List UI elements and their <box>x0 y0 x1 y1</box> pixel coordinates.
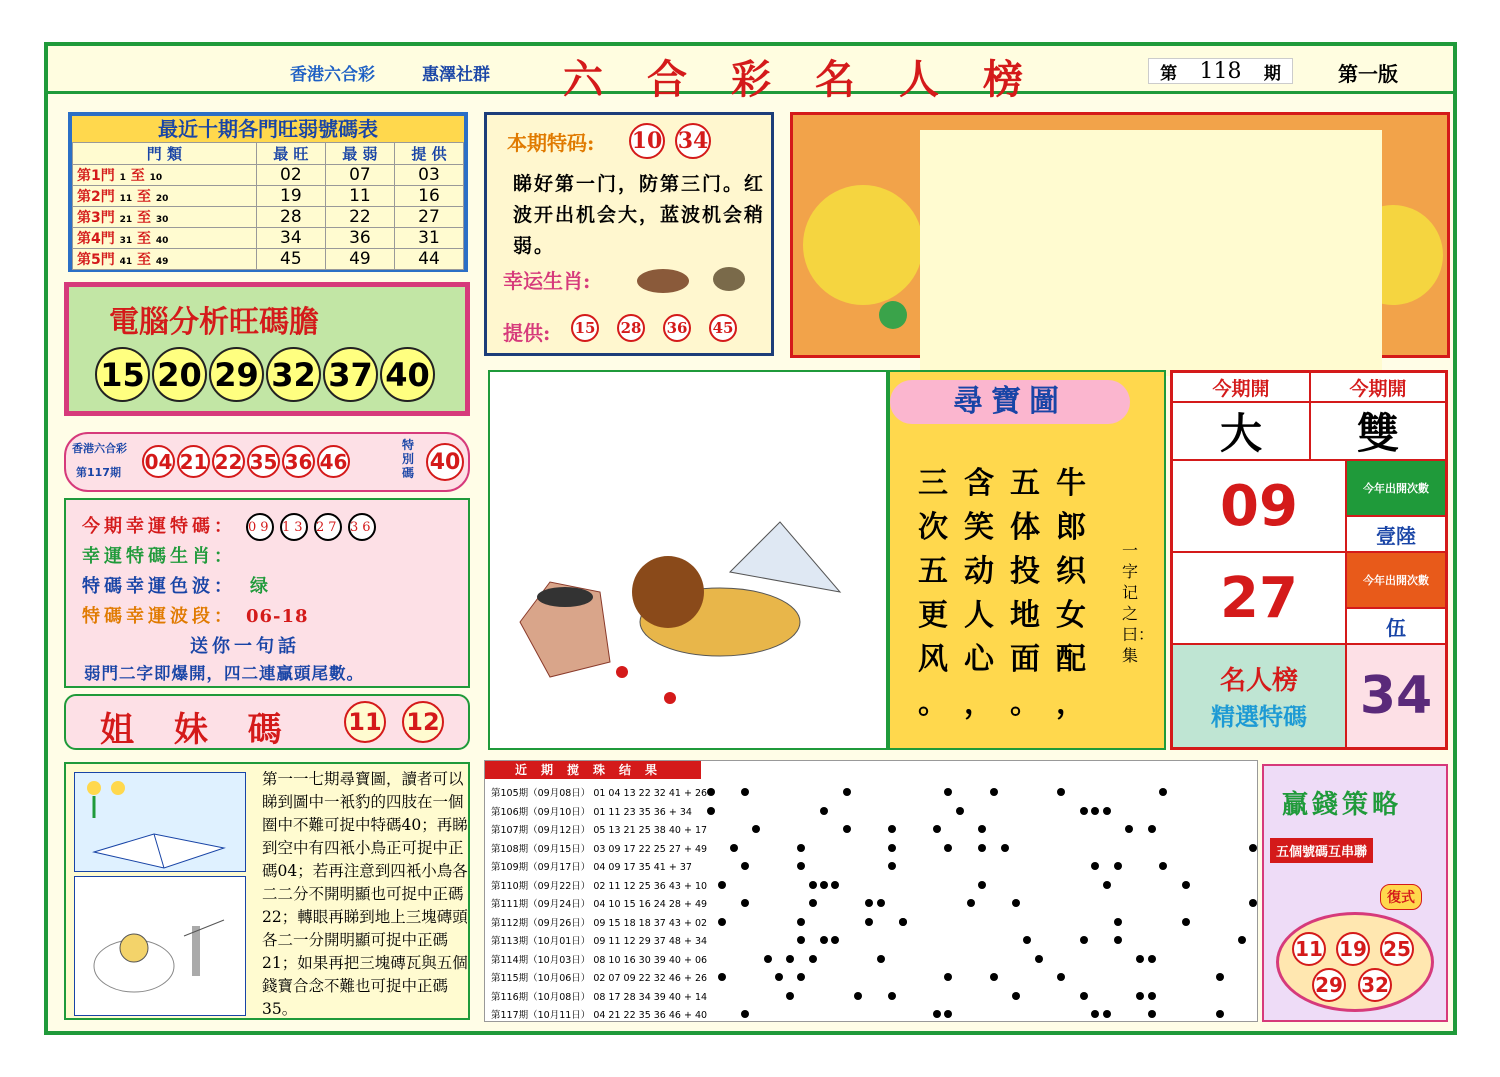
lucky-line1-label: 今期幸運特碼 <box>82 516 214 537</box>
door-to: 至 <box>132 231 156 247</box>
min-cell: 36 <box>325 228 394 249</box>
result-dot <box>944 973 952 981</box>
poem-char: 心 <box>964 642 994 677</box>
poem-char: 三 <box>918 466 948 501</box>
open-label-2: 今期開 <box>1310 372 1446 402</box>
result-dot <box>1091 807 1099 815</box>
result-dot <box>1114 936 1122 944</box>
win-subtitle: 五個號碼互串聯 <box>1270 838 1373 863</box>
result-dot <box>990 788 998 796</box>
min-cell: 49 <box>325 249 394 270</box>
door-end: 30 <box>155 215 169 225</box>
result-dot <box>1216 1010 1224 1018</box>
result-dot <box>1159 788 1167 796</box>
table-title: 最近十期各門旺弱號碼表 <box>72 116 464 142</box>
lucky-line1: 今期幸運特碼： 09 13 27 36 <box>82 512 376 541</box>
last-draw-special: 40 <box>426 443 464 481</box>
result-row-label: 第117期（10月11日） 04 21 22 35 36 46 + 40 <box>491 1010 708 1021</box>
result-dot <box>1103 807 1111 815</box>
max-cell: 02 <box>256 165 325 186</box>
recent-results <box>484 760 1258 1022</box>
result-dot <box>831 936 839 944</box>
lucky-line4: 特碼幸運波段： 06-18 <box>82 606 309 627</box>
lucky-ball: 13 <box>280 513 308 541</box>
number-ball: 20 <box>152 347 207 402</box>
result-row-label: 第107期（09月12日） 05 13 21 25 38 40 + 17 <box>491 825 708 836</box>
win-tag: 復式 <box>1380 884 1422 910</box>
result-dot <box>978 881 986 889</box>
number-ball: 37 <box>323 347 378 402</box>
result-dot <box>899 918 907 926</box>
door-to: 至 <box>132 210 156 226</box>
table-row <box>73 186 464 207</box>
special-balls <box>629 123 711 159</box>
book-illustration <box>74 772 246 872</box>
result-dot <box>786 992 794 1000</box>
issue-number: 118 <box>1199 58 1242 84</box>
lucky-line3: 特碼幸運色波： 绿 <box>82 576 272 597</box>
result-row-label: 第106期（09月10日） 01 11 23 35 36 + 34 <box>491 806 692 818</box>
min-cell: 22 <box>325 207 394 228</box>
poem-char: 体 <box>1010 510 1040 545</box>
story-box <box>64 762 470 1020</box>
computer-analysis <box>64 282 470 416</box>
result-dot <box>1012 992 1020 1000</box>
table-row <box>73 207 464 228</box>
result-dot <box>797 973 805 981</box>
big-small: 大 <box>1172 402 1310 460</box>
poem-char: 人 <box>964 598 994 633</box>
win-strategy <box>1262 764 1448 1022</box>
result-dot <box>877 955 885 963</box>
result-row-label: 第113期（10月01日） 09 11 12 29 37 48 + 34 <box>491 936 708 947</box>
result-dot <box>1114 918 1122 926</box>
result-dot <box>978 825 986 833</box>
result-dot <box>741 862 749 870</box>
gift-label: 送你一句話 <box>190 636 300 657</box>
provide-ball: 36 <box>663 314 691 342</box>
table-header: 門 類 <box>73 143 257 165</box>
special-label: 特別碼 <box>402 438 415 480</box>
number-1: 09 <box>1172 460 1346 552</box>
sister-numbers <box>64 694 470 750</box>
poem-char: 。 <box>918 686 948 721</box>
lucky-line2-label: 幸運特碼生肖 <box>82 546 214 567</box>
result-dot <box>764 955 772 963</box>
door-end: 10 <box>149 173 163 183</box>
draw-ball: 35 <box>247 445 280 478</box>
result-dot <box>865 899 873 907</box>
result-dot <box>1182 918 1190 926</box>
poem-char: 郎 <box>1056 510 1086 545</box>
door-cell <box>73 228 257 249</box>
result-dot <box>1216 973 1224 981</box>
sister-ball: 12 <box>402 701 444 743</box>
zodiac-label: 幸运生肖: <box>503 269 591 293</box>
win-ball: 25 <box>1380 932 1414 966</box>
poem-char: ， <box>964 686 994 721</box>
lucky-range: 06-18 <box>246 606 309 627</box>
result-dot <box>843 825 851 833</box>
door-cell <box>73 207 257 228</box>
special-ball: 34 <box>675 123 711 159</box>
result-dot <box>820 936 828 944</box>
treasure-title: 尋寶圖 <box>890 380 1130 424</box>
result-row-label: 第114期（10月03日） 08 10 16 30 39 40 + 06 <box>491 954 708 966</box>
door-cell <box>73 249 257 270</box>
door-cell <box>73 165 257 186</box>
max-cell: 28 <box>256 207 325 228</box>
result-dot <box>809 881 817 889</box>
result-dot <box>877 899 885 907</box>
result-dot <box>1249 844 1257 852</box>
result-dot <box>752 825 760 833</box>
poem-grid <box>918 462 1102 726</box>
odd-even: 雙 <box>1310 402 1446 460</box>
result-dot <box>1023 936 1031 944</box>
result-dot <box>809 955 817 963</box>
result-dot <box>990 973 998 981</box>
result-row-label: 第112期（09月26日） 09 15 18 18 37 43 + 02 <box>491 917 708 929</box>
lottery-poster <box>44 42 1457 1035</box>
result-dot <box>1148 992 1156 1000</box>
result-dot <box>730 844 738 852</box>
give-cell: 27 <box>394 207 463 228</box>
lucky-line3-label: 特碼幸運色波 <box>82 576 214 597</box>
result-row-label: 第108期（09月15日） 03 09 17 22 25 27 + 49 <box>491 843 708 855</box>
result-panel <box>1170 370 1448 750</box>
door-from: 41 <box>119 257 133 267</box>
lucky-color: 绿 <box>250 576 272 597</box>
lucky-ball: 09 <box>246 513 274 541</box>
treasure-map <box>488 370 888 750</box>
result-dot <box>741 899 749 907</box>
table-row <box>73 165 464 186</box>
result-dot <box>967 899 975 907</box>
blank-panel <box>920 130 1382 376</box>
count-label-2: 今年出開次數 <box>1346 552 1446 608</box>
result-dot <box>741 788 749 796</box>
hot-cold-table <box>68 112 468 272</box>
door-end: 20 <box>155 194 169 204</box>
poem-char: 投 <box>1010 554 1040 589</box>
give-cell: 44 <box>394 249 463 270</box>
special-ball: 10 <box>629 123 665 159</box>
give-cell: 03 <box>394 165 463 186</box>
poem-char: 次 <box>918 510 948 545</box>
story-text: 第一一七期尋寶圖，讀者可以睇到圖中一衹豹的四肢在一個圈中不難可捉中特碼40；再睇到空中有四衹小鳥正可捉中正碼04；若再注意到四衹小鳥各二二分不開明顯也可捉中正碼22；轉眼再睇到地上三塊磚頭各二一分開明顯可捉中正碼21；如果再把三塊磚瓦與五個錢寶合念不難也可捉中正碼35。 <box>262 770 468 1018</box>
edition-label: 第一版 <box>1338 62 1398 86</box>
count-2: 伍 <box>1346 608 1446 644</box>
number-ball: 15 <box>95 347 150 402</box>
zodiac-animals <box>633 255 763 301</box>
page-title: 六合彩名人榜 <box>563 56 1067 103</box>
poem-char: 配 <box>1056 642 1086 677</box>
poem-char: 五 <box>1010 466 1040 501</box>
sister-title: 姐 妹 碼 <box>100 710 296 750</box>
result-dot <box>933 825 941 833</box>
result-dot <box>831 881 839 889</box>
number-ball: 29 <box>209 347 264 402</box>
result-row-label: 第110期（09月22日） 02 11 12 25 36 43 + 10 <box>491 880 708 892</box>
lucky-ball: 27 <box>314 513 342 541</box>
lucky-box <box>64 498 470 688</box>
poem-note: 一字记之曰：集 <box>1122 541 1155 665</box>
result-dot <box>888 825 896 833</box>
header <box>48 46 1453 103</box>
results-title: 近期搅珠结果 <box>485 761 701 779</box>
door-name: 第5門 <box>77 252 120 268</box>
result-dot <box>956 807 964 815</box>
count-1: 壹陸 <box>1346 516 1446 552</box>
door-from: 11 <box>119 194 133 204</box>
result-dot <box>1238 936 1246 944</box>
result-dot <box>718 881 726 889</box>
door-name: 第4門 <box>77 231 120 247</box>
result-dot <box>1114 862 1122 870</box>
lucky-ball: 36 <box>348 513 376 541</box>
result-dot <box>707 788 715 796</box>
open-label-1: 今期開 <box>1172 372 1310 402</box>
result-dot <box>775 973 783 981</box>
result-dot <box>1080 936 1088 944</box>
result-row-label: 第109期（09月17日） 04 09 17 35 41 + 37 <box>491 862 692 873</box>
win-ball: 11 <box>1292 932 1326 966</box>
result-dot <box>1125 825 1133 833</box>
poem-char: 织 <box>1056 554 1086 589</box>
result-dot <box>1148 825 1156 833</box>
poem-char: 地 <box>1010 598 1040 633</box>
provide-ball: 45 <box>709 314 737 342</box>
table-header: 最 弱 <box>325 143 394 165</box>
result-dot <box>1182 881 1190 889</box>
table-header: 最 旺 <box>256 143 325 165</box>
max-cell: 34 <box>256 228 325 249</box>
poem-char: 笑 <box>964 510 994 545</box>
draw-ball: 46 <box>317 445 350 478</box>
result-dot <box>1103 881 1111 889</box>
poem-char: 面 <box>1010 642 1040 677</box>
door-end: 49 <box>155 257 169 267</box>
min-cell: 07 <box>325 165 394 186</box>
result-row-label: 第115期（10月06日） 02 07 09 22 32 46 + 26 <box>491 973 708 984</box>
result-dot <box>820 881 828 889</box>
poem-char: ， <box>1056 686 1086 721</box>
number-ball: 32 <box>266 347 321 402</box>
result-dot <box>888 992 896 1000</box>
org-name-2: 惠澤社群 <box>422 65 490 85</box>
result-dot <box>1035 955 1043 963</box>
give-cell: 31 <box>394 228 463 249</box>
table-header: 提 供 <box>394 143 463 165</box>
win-ball: 29 <box>1312 968 1346 1002</box>
door-table <box>72 142 464 270</box>
poem-char: 牛 <box>1056 466 1086 501</box>
special-box <box>484 112 774 356</box>
table-row <box>73 228 464 249</box>
last-draw-label1: 香港六合彩 <box>72 442 127 455</box>
count-label-1: 今年出開次數 <box>1346 460 1446 516</box>
last-draw-label2: 第117期 <box>76 466 121 479</box>
result-row-label: 第105期（09月08日） 01 04 13 22 32 41 + 26 <box>491 788 708 799</box>
result-dot <box>1012 899 1020 907</box>
result-dot <box>1148 955 1156 963</box>
sister-balls <box>344 701 444 743</box>
result-dot <box>1159 862 1167 870</box>
result-dot <box>1091 1010 1099 1018</box>
result-dot <box>718 973 726 981</box>
result-dot <box>820 807 828 815</box>
provide-ball: 28 <box>617 314 645 342</box>
result-dot <box>797 862 805 870</box>
result-dot <box>888 862 896 870</box>
issue-suffix: 期 <box>1263 63 1281 84</box>
result-dot <box>978 844 986 852</box>
result-dot <box>1001 844 1009 852</box>
result-row-label: 第111期（09月24日） 04 10 15 16 24 28 + 49 <box>491 899 708 910</box>
max-cell: 45 <box>256 249 325 270</box>
provide-label: 提供: <box>503 321 551 345</box>
result-dot <box>786 955 794 963</box>
table-row <box>73 249 464 270</box>
famous-number: 34 <box>1346 644 1446 748</box>
provide-balls <box>571 314 737 342</box>
result-dot <box>944 788 952 796</box>
result-row-label: 第116期（10月08日） 08 17 28 34 39 40 + 14 <box>491 991 708 1003</box>
result-dot <box>1057 788 1065 796</box>
door-end: 40 <box>155 236 169 246</box>
win-ball: 19 <box>1336 932 1370 966</box>
result-dot <box>1057 973 1065 981</box>
poem-char: 五 <box>918 554 948 589</box>
poem-char: 女 <box>1056 598 1086 633</box>
draw-ball: 36 <box>282 445 315 478</box>
lion-illustration <box>490 372 886 748</box>
result-dot <box>741 1010 749 1018</box>
famous-subtitle: 精選特碼 <box>1211 703 1307 731</box>
lucky-line4-label: 特碼幸運波段 <box>82 606 214 627</box>
door-name: 第3門 <box>77 210 120 226</box>
famous-box <box>1172 644 1346 748</box>
win-ball: 32 <box>1358 968 1392 1002</box>
door-from: 21 <box>119 215 133 225</box>
issue-box <box>1148 58 1293 84</box>
result-dot <box>944 844 952 852</box>
treasure-poem <box>888 370 1166 750</box>
result-dot <box>809 899 817 907</box>
number-ball: 40 <box>380 347 435 402</box>
door-from: 31 <box>119 236 133 246</box>
door-name: 第1門 <box>77 168 120 184</box>
result-dot <box>1080 992 1088 1000</box>
door-cell <box>73 186 257 207</box>
org-name-1: 香港六合彩 <box>290 65 375 85</box>
door-from: 1 <box>119 173 126 183</box>
lucky-line2: 幸運特碼生肖： <box>82 546 236 567</box>
result-dot <box>707 807 715 815</box>
give-cell: 16 <box>394 186 463 207</box>
issue-prefix: 第 <box>1160 63 1178 84</box>
draw-ball: 22 <box>212 445 245 478</box>
win-title: 贏錢策略 <box>1282 790 1403 820</box>
result-dot <box>1249 899 1257 907</box>
poem-char: 。 <box>1010 686 1040 721</box>
door-to: 至 <box>132 189 156 205</box>
result-dot <box>944 1010 952 1018</box>
result-dot <box>1080 807 1088 815</box>
result-dot <box>718 918 726 926</box>
draw-ball: 04 <box>142 445 175 478</box>
saying: 弱門二字即爆開，四二連贏頭尾數。 <box>84 664 364 683</box>
number-2: 27 <box>1172 552 1346 644</box>
provide-ball: 15 <box>571 314 599 342</box>
famous-title: 名人榜 <box>1219 666 1298 696</box>
last-draw-numbers <box>142 445 350 478</box>
result-dot <box>933 1010 941 1018</box>
result-dot <box>854 992 862 1000</box>
poem-char: 动 <box>964 554 994 589</box>
result-dot <box>865 918 873 926</box>
result-dot <box>797 918 805 926</box>
lucky-balls <box>246 513 376 541</box>
result-dot <box>1136 955 1144 963</box>
special-text: 睇好第一门，防第三门。红波开出机会大，蓝波机会稍弱。 <box>513 173 766 257</box>
leopard-illustration <box>74 876 246 1016</box>
max-cell: 19 <box>256 186 325 207</box>
poem-char: 含 <box>964 466 994 501</box>
result-dot <box>843 788 851 796</box>
last-draw <box>64 432 470 492</box>
door-name: 第2門 <box>77 189 120 205</box>
result-dot <box>1148 1010 1156 1018</box>
poem-char: 风 <box>918 642 948 677</box>
door-to: 至 <box>125 168 150 184</box>
sister-ball: 11 <box>344 701 386 743</box>
result-dot <box>797 844 805 852</box>
result-dot <box>1091 862 1099 870</box>
result-dot <box>797 936 805 944</box>
draw-ball: 21 <box>177 445 210 478</box>
result-dot <box>1136 992 1144 1000</box>
poem-char: 更 <box>918 598 948 633</box>
min-cell: 11 <box>325 186 394 207</box>
computer-numbers <box>95 347 435 402</box>
computer-title: 電腦分析旺碼膽 <box>109 305 319 340</box>
special-label-text: 本期特码: <box>507 131 595 155</box>
door-to: 至 <box>132 252 156 268</box>
result-dot <box>888 844 896 852</box>
result-dot <box>1103 1010 1111 1018</box>
